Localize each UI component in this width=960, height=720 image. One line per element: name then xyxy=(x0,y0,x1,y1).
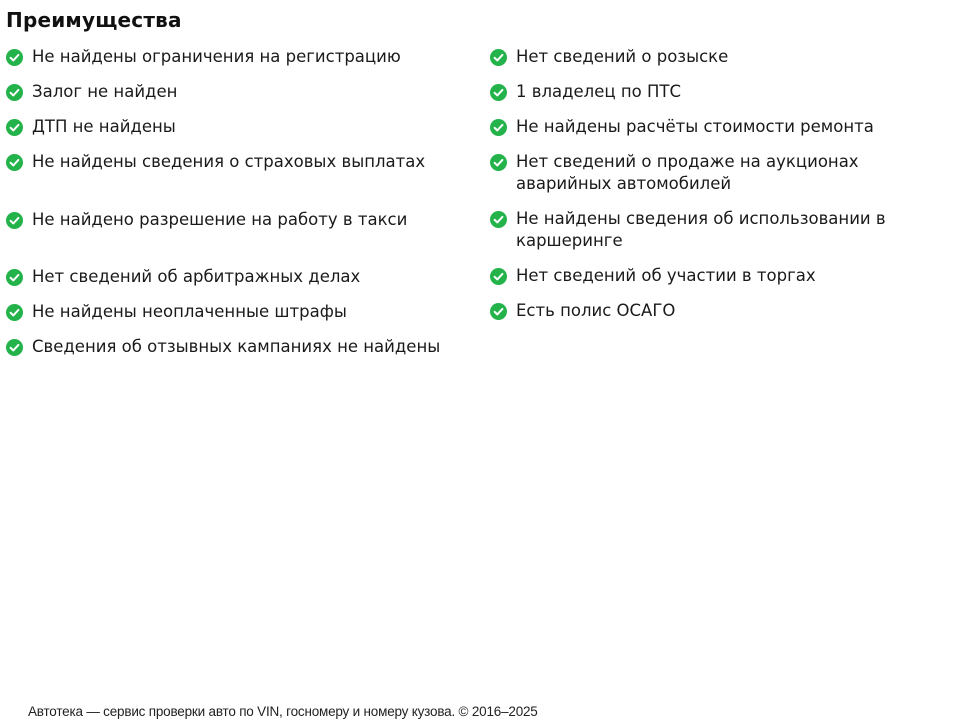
advantage-label: Не найдены сведения о страховых выплатах xyxy=(32,152,426,171)
advantage-item xyxy=(490,300,956,322)
check-circle-icon xyxy=(490,84,507,101)
advantage-item xyxy=(490,208,956,252)
advantages-columns xyxy=(6,46,956,371)
advantage-label: ДТП не найдены xyxy=(32,117,176,136)
advantage-label: Нет сведений об участии в торгах xyxy=(516,266,816,285)
advantage-label: Не найдено разрешение на работу в такси xyxy=(32,210,408,229)
advantage-label: Залог не найден xyxy=(32,82,178,101)
advantage-item xyxy=(6,336,490,358)
advantage-item xyxy=(6,81,490,103)
check-circle-icon xyxy=(490,211,507,228)
advantage-item xyxy=(490,81,956,103)
section-title: Преимущества xyxy=(6,8,182,32)
advantage-label: Не найдены сведения об использовании в каршеринге xyxy=(516,209,886,250)
advantage-item xyxy=(6,209,490,231)
advantage-label: Не найдены неоплаченные штрафы xyxy=(32,302,347,321)
advantage-label: Нет сведений о продаже на аукционах аварийных автомобилей xyxy=(516,152,859,193)
advantage-item xyxy=(6,266,490,288)
advantage-item xyxy=(490,151,956,195)
advantage-label: 1 владелец по ПТС xyxy=(516,82,681,101)
check-circle-icon xyxy=(6,212,23,229)
advantage-item xyxy=(490,116,956,138)
check-circle-icon xyxy=(490,303,507,320)
check-circle-icon xyxy=(490,49,507,66)
check-circle-icon xyxy=(490,154,507,171)
advantage-item xyxy=(490,46,956,68)
advantage-item xyxy=(6,151,490,173)
advantage-label: Не найдены расчёты стоимости ремонта xyxy=(516,117,874,136)
check-circle-icon xyxy=(490,268,507,285)
check-circle-icon xyxy=(6,339,23,356)
advantage-label: Сведения об отзывных кампаниях не найдены xyxy=(32,337,441,356)
advantage-item xyxy=(6,46,490,68)
advantage-label: Не найдены ограничения на регистрацию xyxy=(32,47,401,66)
check-circle-icon xyxy=(6,154,23,171)
check-circle-icon xyxy=(490,119,507,136)
advantage-label: Нет сведений о розыске xyxy=(516,47,729,66)
check-circle-icon xyxy=(6,269,23,286)
advantage-item xyxy=(6,116,490,138)
advantage-item xyxy=(6,301,490,323)
advantage-label: Есть полис ОСАГО xyxy=(516,301,676,320)
advantages-right-column xyxy=(490,46,956,371)
footer-text: Автотека — сервис проверки авто по VIN, госномеру и номеру кузова. © 2016–2025 xyxy=(28,704,538,719)
check-circle-icon xyxy=(6,119,23,136)
check-circle-icon xyxy=(6,84,23,101)
check-circle-icon xyxy=(6,304,23,321)
check-circle-icon xyxy=(6,49,23,66)
advantage-label: Нет сведений об арбитражных делах xyxy=(32,267,361,286)
advantage-item xyxy=(490,265,956,287)
advantages-left-column xyxy=(6,46,490,371)
